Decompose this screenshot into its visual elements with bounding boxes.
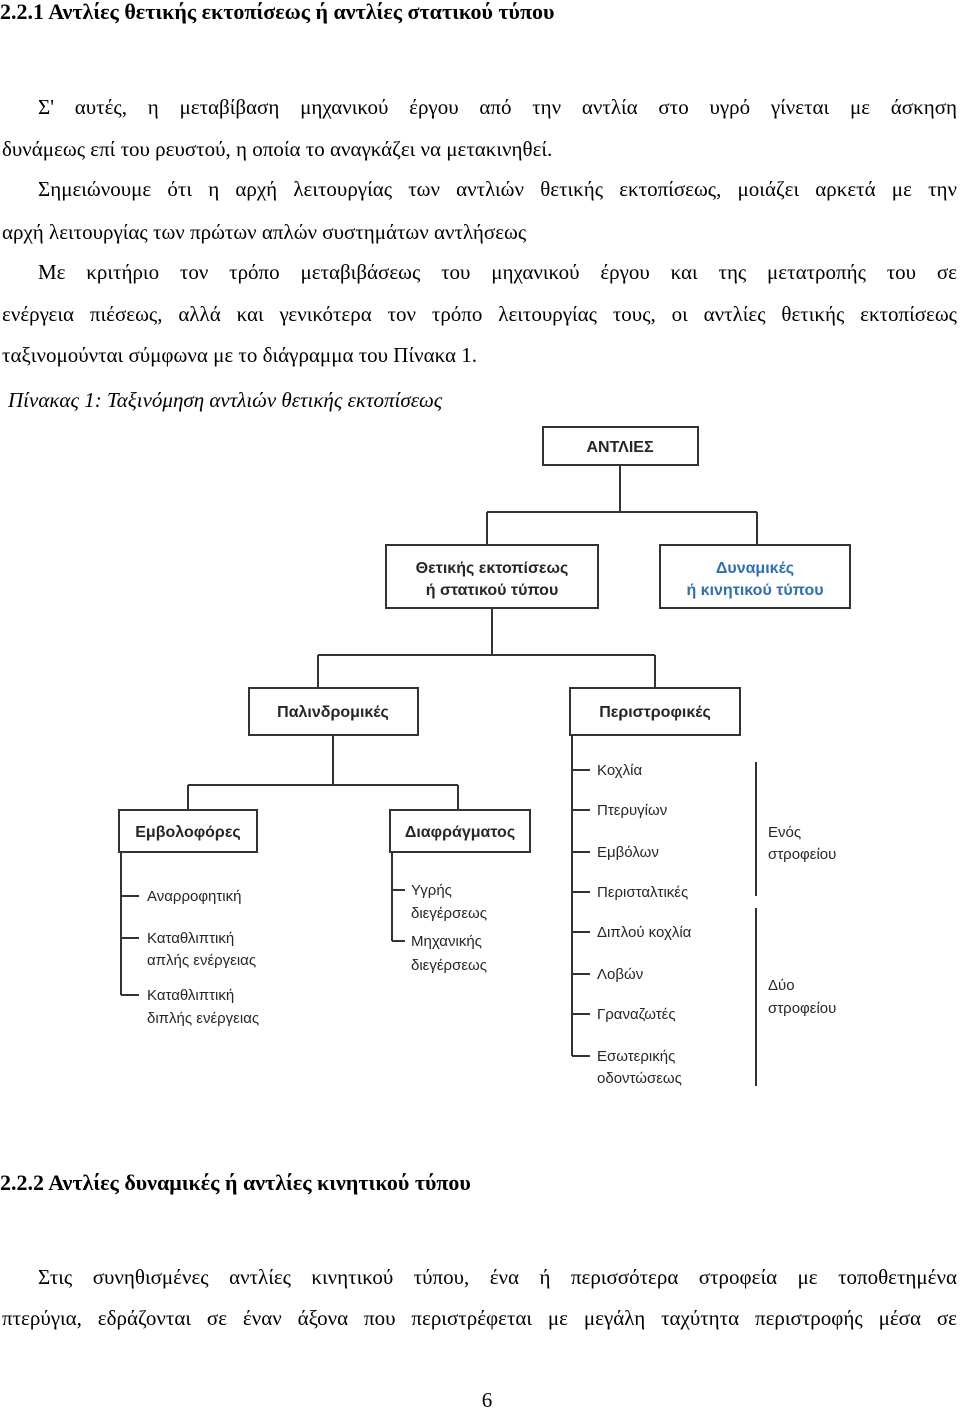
diaphragm-label: Διαφράγματος (404, 824, 516, 841)
paragraph-line (38, 95, 957, 119)
section-heading: 2.2.1 Αντλίες θετικής εκτοπίσεως ή αντλίες στατικού τύπου (0, 0, 555, 24)
rotary-item: Διπλού κοχλία (597, 924, 692, 941)
rotary-item: Πτερυγίων (597, 802, 668, 819)
paragraph-line (38, 260, 957, 284)
section-heading: 2.2.2 Αντλίες δυναμικές ή αντλίες κινητικού τύπου (0, 1170, 471, 1195)
rotary-item: Κοχλία (597, 762, 643, 779)
reciprocating-label: Παλινδρομικές (277, 704, 389, 721)
dynamic-label-line2: ή κινητικού τύπου (686, 582, 824, 599)
twin-rotor-label-line2: στροφείου (768, 1000, 837, 1017)
table-caption: Πίνακας 1: Ταξινόμηση αντλιών θετικής εκτοπίσεως (8, 388, 443, 412)
piston-item-line2: διπλής ενέργειας (147, 1010, 260, 1027)
paragraph-text: δυνάμεως επί του ρευστού, η οποία το αναγκάζει να μετακινηθεί. (2, 137, 553, 161)
piston-label: Εμβολοφόρες (135, 824, 241, 841)
paragraph-line (38, 1265, 957, 1289)
paragraph-line (2, 220, 526, 244)
diaphragm-item: Υγρής (411, 882, 452, 899)
paragraph-text: Στις συνηθισμένες αντλίες κινητικού τύπου, ένα ή περισσότερα στροφεία με τοποθετημένα (38, 1265, 957, 1289)
paragraph-line (2, 137, 552, 161)
rotary-item: Εσωτερικής (597, 1048, 676, 1065)
rotary-item: Λοβών (597, 966, 644, 983)
diaphragm-item-line2: διεγέρσεως (411, 957, 487, 974)
single-rotor-label-line2: στροφείου (768, 846, 837, 863)
piston-item-line2: απλής ενέργειας (147, 952, 257, 969)
paragraph-text: ενέργεια πιέσεως, αλλά και γενικότερα τον τρόπο λειτουργίας τους, οι αντλίες θετικής εκτοπίσεως (2, 302, 957, 326)
root-label: ΑΝΤΛΙΕΣ (586, 439, 654, 456)
piston-item: Αναρροφητική (147, 888, 242, 905)
paragraph-line (2, 302, 957, 326)
paragraph-text: Με κριτήριο τον τρόπο μεταβιβάσεως του μηχανικού έργου και της μετατροπής του σε (38, 260, 957, 284)
page-number: 6 (481, 1388, 493, 1411)
twin-rotor-label: Δύο (768, 977, 795, 994)
paragraph-text: Σ' αυτές, η μεταβίβαση μηχανικού έργου από την αντλία στο υγρό γίνεται με άσκηση (38, 95, 957, 119)
rotary-item: Γραναζωτές (597, 1006, 676, 1023)
positive-displacement-label-line2: ή στατικού τύπου (425, 582, 559, 599)
paragraph-text: ταξινομούνται σύμφωνα με το διάγραμμα του Πίνακα 1. (2, 343, 478, 367)
piston-item: Καταθλιπτική (147, 987, 235, 1004)
dynamic-label-line1: Δυναμικές (715, 560, 795, 577)
paragraph-line (2, 1306, 957, 1330)
rotary-item: Περισταλτικές (597, 884, 689, 901)
paragraph-line (38, 177, 957, 201)
positive-displacement-label-line1: Θετικής εκτοπίσεως (415, 560, 569, 577)
rotary-label: Περιστροφικές (599, 704, 711, 721)
paragraph-text: αρχή λειτουργίας των πρώτων απλών συστημάτων αντλήσεως (2, 220, 527, 244)
rotary-item: Εμβόλων (597, 844, 659, 861)
piston-item: Καταθλιπτική (147, 930, 235, 947)
diaphragm-item-line2: διεγέρσεως (411, 905, 487, 922)
diaphragm-item: Μηχανικής (411, 933, 482, 950)
paragraph-line (2, 343, 477, 367)
rotary-item-line2: οδοντώσεως (597, 1070, 682, 1087)
single-rotor-label: Ενός (768, 824, 802, 841)
pump-classification-diagram (0, 420, 960, 1100)
paragraph-text: πτερύγια, εδράζονται σε έναν άξονα που περιστρέφεται με μεγάλη ταχύτητα περιστροφής μέσα σε (2, 1306, 957, 1330)
paragraph-text: Σημειώνουμε ότι η αρχή λειτουργίας των αντλιών θετικής εκτοπίσεως, μοιάζει αρκετά με την (38, 177, 957, 201)
